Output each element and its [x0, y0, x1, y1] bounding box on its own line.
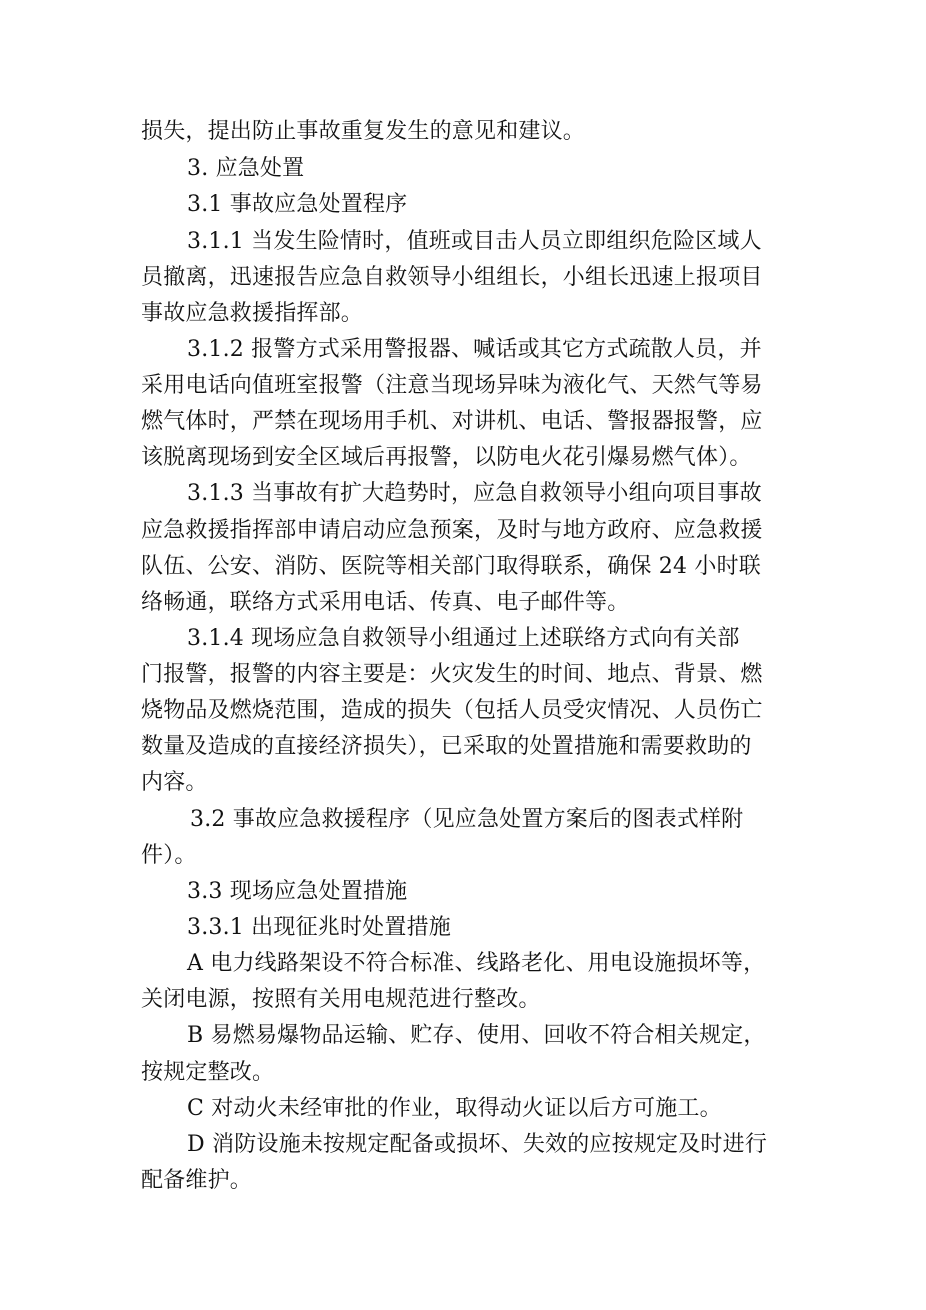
- text-line: 损失，提出防止事故重复发生的意见和建议。: [141, 119, 586, 144]
- text-line: 数量及造成的直接经济损失），已采取的处置措施和需要救助的: [141, 734, 752, 759]
- text-line: D 消防设施未按规定配备或损坏、失效的应按规定及时进行: [187, 1132, 768, 1157]
- text-line: C 对动火未经审批的作业，取得动火证以后方可施工。: [187, 1096, 722, 1121]
- text-line: 燃气体时，严禁在现场用手机、对讲机、电话、警报器报警，应: [141, 409, 763, 434]
- text-line: 应急救援指挥部申请启动应急预案，及时与地方政府、应急救援: [141, 518, 763, 543]
- text-line: 3.1.2 报警方式采用警报器、喊话或其它方式疏散人员，并: [187, 337, 762, 362]
- text-line: 该脱离现场到安全区域后再报警，以防电火花引爆易燃气体）。: [141, 445, 752, 470]
- section-heading: 3. 应急处置: [187, 156, 305, 181]
- section-heading: 3.1 事故应急处置程序: [187, 192, 408, 217]
- text-line: 件）。: [141, 843, 197, 868]
- text-line: 员撤离，迅速报告应急自救领导小组组长，小组长迅速上报项目: [141, 265, 763, 290]
- text-line: 烧物品及燃烧范围，造成的损失（包括人员受灾情况、人员伤亡: [141, 698, 763, 723]
- section-heading: 3.3 现场应急处置措施: [187, 879, 408, 904]
- text-line: 采用电话向值班室报警（注意当现场异味为液化气、天然气等易: [141, 373, 763, 398]
- text-line: 按规定整改。: [141, 1060, 275, 1085]
- section-heading: 3.3.1 出现征兆时处置措施: [187, 915, 451, 940]
- text-line: 队伍、公安、消防、医院等相关部门取得联系，确保 24 小时联: [141, 554, 761, 579]
- text-line: 事故应急救援指挥部。: [141, 301, 364, 326]
- text-line: 3.1.4 现场应急自救领导小组通过上述联络方式向有关部: [187, 626, 740, 651]
- text-line: A 电力线路架设不符合标准、线路老化、用电设施损坏等，: [187, 951, 766, 976]
- text-line: 配备维护。: [141, 1168, 253, 1193]
- text-line: 门报警，报警的内容主要是：火灾发生的时间、地点、背景、燃: [141, 662, 763, 687]
- text-line: 关闭电源，按照有关用电规范进行整改。: [141, 987, 541, 1012]
- text-line: 3.1.3 当事故有扩大趋势时，应急自救领导小组向项目事故: [187, 481, 762, 506]
- text-line: 3.1.1 当发生险情时，值班或目击人员立即组织危险区域人: [187, 229, 762, 254]
- section-heading: 3.2 事故应急救援程序（见应急处置方案后的图表式样附: [190, 807, 744, 832]
- text-line: B 易燃易爆物品运输、贮存、使用、回收不符合相关规定，: [187, 1023, 766, 1048]
- text-line: 内容。: [141, 770, 208, 795]
- text-line: 络畅通，联络方式采用电话、传真、电子邮件等。: [141, 590, 630, 615]
